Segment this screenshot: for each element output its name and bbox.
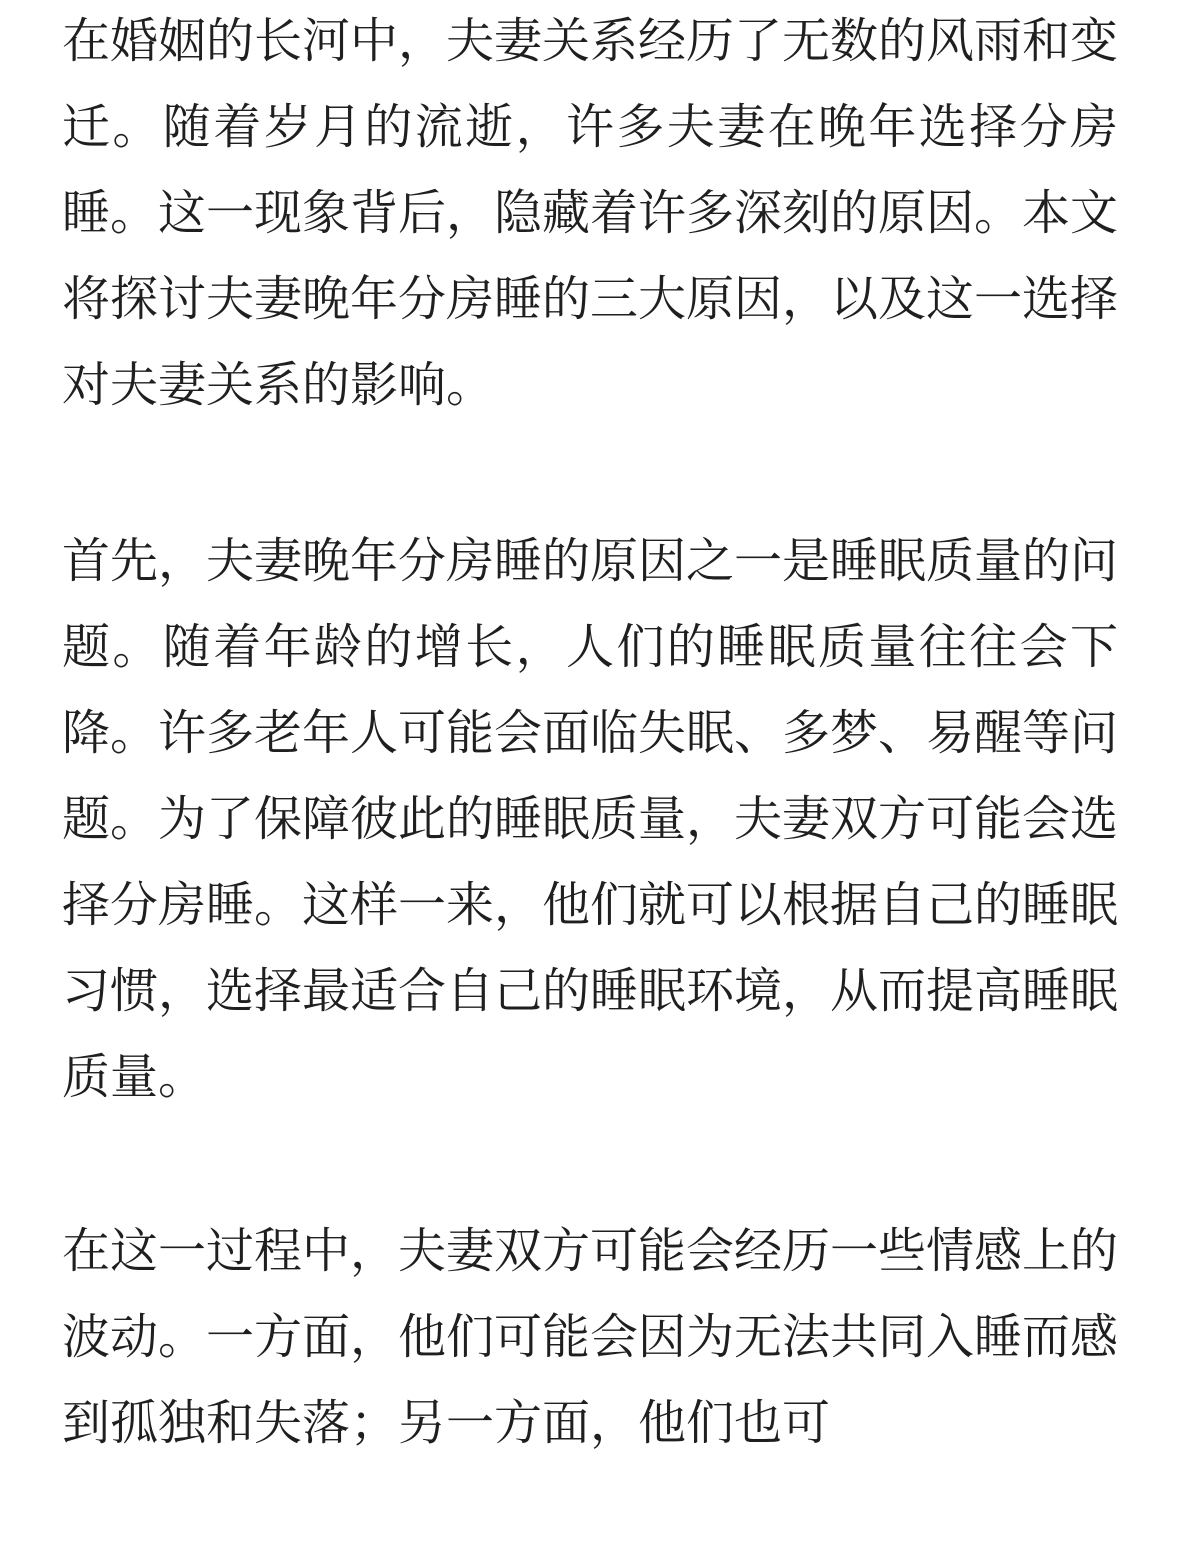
article-body xyxy=(62,0,1118,1554)
paragraph-sleep-quality: 首先，夫妻晚年分房睡的原因之一是睡眠质量的问题。随着年龄的增长，人们的睡眠质量往往会下降。许多老年人可能会面临失眠、多梦、易醒等问题。为了保障彼此的睡眠质量，夫妻双方可能会选择分房睡。这样一来，他们就可以根据自己的睡眠习惯，选择最适合自己的睡眠环境，从而提高睡眠质量。 xyxy=(62,533,1119,1105)
paragraph-intro: 在婚姻的长河中，夫妻关系经历了无数的风雨和变迁。随着岁月的流逝，许多夫妻在晚年选择分房睡。这一现象背后，隐藏着许多深刻的原因。本文将探讨夫妻晚年分房睡的三大原因，以及这一选择对夫妻关系的影响。 xyxy=(62,13,1119,413)
paragraph-emotional-fluctuation: 在这一过程中，夫妻双方可能会经历一些情感上的波动。一方面，他们可能会因为无法共同入睡而感到孤独和失落；另一方面，他们也可 xyxy=(62,1223,1119,1451)
